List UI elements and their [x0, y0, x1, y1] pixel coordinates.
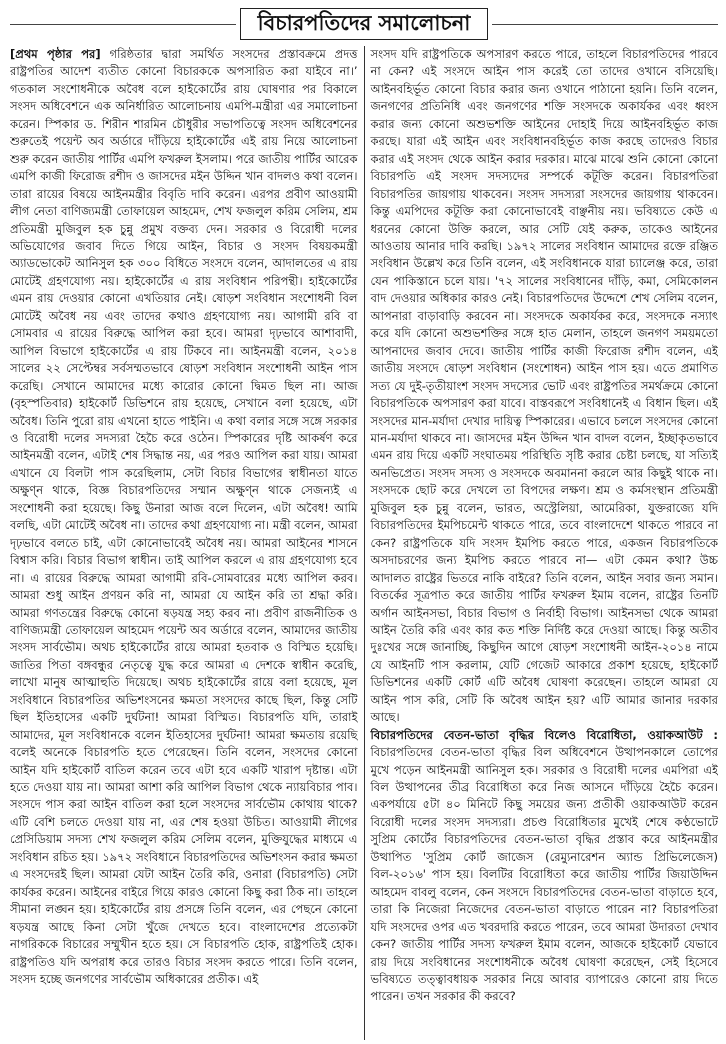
headline-banner: [10, 8, 718, 42]
article-columns: [10, 46, 718, 1040]
headline-title: বিচারপতিদের সমালোচনা: [240, 8, 488, 40]
continued-from-label: [প্রথম পৃষ্ঠার পর]: [10, 47, 101, 61]
headline-rule-left: [10, 24, 236, 25]
right-column-body-part2: বিচারপতিদের বেতন-ভাতা বৃদ্ধির বিল অধিবেশনে উত্থাপনকালে তোপের মুখে পড়েন আইনমন্ত্রী আনিসুল হক। সরকার ও বিরোধী দলের এমপিরা এই বিল উত্থাপনের তীব্র বিরোধিতা করে নিজ আসনে দাঁড়িয়ে হৈচৈ করেন। একপর্যায়ে ৫টা ৪০ মিনিটে কিছু সময়ের জন্য প্রতীকী ওয়াকআউট করেন বিরোধী দলের সংসদ সদস্যরা। প্রচণ্ড বিরোধিতার মুখেই শেষে কণ্ঠভোটে সুপ্রিম কোর্টের বিচারপতিদের বেতন-ভাতা বৃদ্ধির প্রস্তাব করে আইনমন্ত্রীর উত্থাপিত 'সুপ্রিম কোর্ট জাজেস (রেম্যুনারেশন অ্যান্ড প্রিভিলেজেস) বিল-২০১৬' পাস হয়। বিলটির বিরোধিতা করে জাতীয় পার্টির জিয়াউদ্দিন আহমেদ বাবলু বলেন, কেন সংসদে বিচারপতিদের বেতন-ভাতা বাড়াতে হবে, তারা কি নিজেরা নিজেদের বেতন-ভাতা বাড়াতে পারেন না? বিচারপতিরা যদি সংসদের ওপর এত খবরদারি করতে পারেন, তবে আমরা উদারতা দেখাব কেন? জাতীয় পার্টির সদস্য ফখরুল ইমাম বলেন, আজকে হাইকোর্ট যেভাবে রায় দিয়ে সংবিধানের সংশোধনীকে অবৈধ ঘোষণা করেছেন, সেই হিসেবে ভবিষ্যতে তত্ত্বাবধায়ক সরকার নিয়ে আবার ব্যাপারেও কোনো রায় দিতে পারেন। তখন সরকার কী করবে?: [370, 745, 718, 1004]
left-column-text: [10, 46, 358, 988]
salary-bill-subhead: বিচারপতিদের বেতন-ভাতা বৃদ্ধির বিলেও বিরোধিতা, ওয়াকআউট :: [370, 727, 718, 742]
right-column-body-part1: সংসদ যদি রাষ্ট্রপতিকে অপসারণ করতে পারে, তাহলে বিচারপতিদের পারবে না কেন? এই সংসদে আইন পাস করেই তো তাদের ওখানে বসিয়েছি। আইনবহির্ভূত কোনো বিচার করার জন্য ওখানে পাঠানো হয়নি। তিনি বলেন, জনগণের প্রতিনিধি এবং জনগণের শক্তি সংসদকে অকার্যকর এবং ধ্বংস করার জন্য কোনো অশুভশক্তি আইনের দোহাই দিয়ে আইনবহির্ভূত কাজ করছে। যারা এই আইন এবং সংবিধানবহির্ভূত কাজ করছে তাদেরও বিচার করার এই সংসদ থেকে আইন করার দরকার। মাঝে মাঝে শুনি কোনো কোনো বিচারপতি এই সংসদ সদস্যদের সম্পর্কে কটূক্তি করেন। বিচারপতিরা বিচারপতির জায়গায় থাকবেন। সংসদ সদস্যরা সংসদের জায়গায় থাকবেন। কিন্তু এমপিদের কটূক্তি করা কোনোভাবেই বাঞ্ছনীয় নয়। ভবিষ্যতে কেউ এ ধরনের কোনো উক্তি করলে, আর সেটি যেই করুক, তাকেও আইনের আওতায় আনার দাবি করছি। ১৯৭২ সালের সংবিধান আমাদের রক্তে রঞ্জিত সংবিধান উল্লেখ করে তিনি বলেন, এই সংবিধানকে যারা চ্যালেঞ্জ করে, তারা যেন পাকিস্তানে চলে যায়। '৭২ সালের সংবিধানের দাঁড়ি, কমা, সেমিকোলন বাদ দেওয়ার অধিকার কারও নেই। বিচারপতিদের উদ্দেশে শেখ সেলিম বলেন, আপনারা বাড়াবাড়ি করবেন না। সংসদকে অকার্যকর করে, সংসদকে নস্যাৎ করে যদি কোনো অশুভশক্তির সঙ্গে হাত মেলান, তাহলে জনগণ সময়মতো আপনাদের জবাব দেবে। জাতীয় পার্টির কাজী ফিরোজ রশীদ বলেন, এই জাতীয় সংসদে ষোড়শ সংবিধান (সংশোধন) আইন পাস হয়। এতে প্রমাণিত সত্য যে দুই-তৃতীয়াংশ সংসদ সদস্যের ভোট এবং রাষ্ট্রপতির সমর্থক্রমে কোনো বিচারপতিকে অপসারণ করা যাবে। বাস্তবরূপে সংবিধানেই এ বিধান ছিল। এই সংসদের মান-মর্যাদা দেখার দায়িত্ব স্পিকারের। এভাবে চললে সংসদের কোনো মান-মর্যাদা থাকবে না। জাসদের মইন উদ্দিন খান বাদল বলেন, ইচ্ছাকৃতভাবে এমন রায় দিয়ে একটি সংঘাতময় পরিস্থিতি সৃষ্টি করার চেষ্টা চলছে, যা সত্যিই অনভিপ্রেত। সংসদ সদস্য ও সংসদকে অবমাননা করলে আর কিছুই থাকে না। সংসদকে ছোট করে দেখলে তা বিপদের লক্ষণ। শ্রম ও কর্মসংস্থান প্রতিমন্ত্রী মুজিবুল হক চুন্নু বলেন, ভারত, অস্ট্রেলিয়া, আমেরিকা, যুক্তরাজ্যে যদি বিচারপতিদের ইমপিচমেন্ট থাকতে পারে, তবে বাংলাদেশে থাকতে পারবে না কেন? রাষ্ট্রপতিকে যদি সংসদ ইমপিচ করতে পারে, একজন বিচারপতিকে অসদাচরণের জন্য ইমপিচ করতে পারবে না— এটা কেমন কথা? উচ্চ আদালত রাষ্ট্রের ভিতরে নাকি বাইরে? তিনি বলেন, আইন সবার জন্য সমান। বিতর্কের সূত্রপাত করে জাতীয় পার্টির ফখরুল ইমাম বলেন, রাষ্ট্রের তিনটি অর্গান আইনসভা, বিচার বিভাগ ও নির্বাহী বিভাগ। আইনসভা থেকে আমরা আইন তৈরি করি এবং কার কত শক্তি নির্দিষ্ট করে দেওয়া আছে। কিন্তু অতীব দুঃখের সঙ্গে জানাচ্ছি, কিছুদিন আগে ষোড়শ সংশোধনী আইন-২০১৪ নামে যে আইনটি পাস করলাম, যেটি গেজেট আকারে প্রকাশ হয়েছে, হাইকোর্ট ডিভিশনের একটি কোর্ট এটি অবৈধ ঘোষণা করেছেন। তাহলে আমরা যে আইন পাস করি, সেটি কি অবৈধ আইন হয়? এটি আমার জানার দরকার আছে।: [370, 47, 718, 725]
right-column: [365, 46, 719, 1040]
right-column-section: [371, 727, 719, 1006]
headline-rule-right: [492, 24, 718, 25]
left-column-body: গরিষ্ঠতার দ্বারা সমর্থিত সংসদের প্রস্তাবক্রমে প্রদত্ত রাষ্ট্রপতির আদেশ ব্যতীত কোনো বিচারককে অপসারিত করা যাইবে না।’ গতকাল সংশোধনীকে অবৈধ বলে হাইকোর্টের রায় ঘোষণার পর বিকালে সংসদ অধিবেশনে এক অনির্ধারিত আলোচনায় এমপি-মন্ত্রীরা এর সমালোচনা করেন। স্পিকার ড. শিরীন শারমিন চৌধুরীর সভাপতিত্বে সংসদ অধিবেশনের শুরুতেই পয়েন্ট অব অর্ডারে দাঁড়িয়ে হাইকোর্টের এই রায় নিয়ে আলোচনা শুরু করেন জাতীয় পার্টির এমপি ফখরুল ইসলাম। পরে জাতীয় পার্টির আরেক এমপি কাজী ফিরোজ রশীদ ও জাসদের মইন উদ্দিন খান বাদলও কথা বলেন। তারা রায়ের বিষয়ে আইনমন্ত্রীর বিবৃতি দাবি করেন। এরপর প্রবীণ আওয়ামী লীগ নেতা বাণিজ্যমন্ত্রী তোফায়েল আহমেদ, শেখ ফজলুল করিম সেলিম, শ্রম প্রতিমন্ত্রী মুজিবুল হক চুন্নু প্রমুখ বক্তব্য দেন। সরকার ও বিরোধী দলের অভিযোগের জবাব দিতে গিয়ে আইন, বিচার ও সংসদ বিষয়কমন্ত্রী অ্যাডভোকেট আনিসুল হক ৩০০ বিধিতে সংসদে বলেন, আদালতের এ রায় মোটেই গ্রহণযোগ্য নয়। হাইকোর্টের এ রায় সংবিধান পরিপন্থী। হাইকোর্টের এমন রায় দেওয়ার কোনো এখতিয়ার নেই। ষোড়শ সংবিধান সংশোধনী বিল মোটেই অবৈধ নয় এবং তাদের কথাও গ্রহণযোগ্য নয়। আগামী রবি বা সোমবার এ রায়ের বিরুদ্ধে আপিল করা হবে। আমরা দৃঢ়ভাবে আশাবাদী, আপিল বিভাগে হাইকোর্টের এ রায় টিকবে না। আইনমন্ত্রী বলেন, ২০১৪ সালের ২২ সেপ্টেম্বর সর্বসম্মতভাবে ষোড়শ সংবিধান সংশোধনী আইন পাস করেছি। সেখানে আমাদের মধ্যে কারোর কোনো দ্বিমত ছিল না। আজ (বৃহস্পতিবার) হাইকোর্ট ডিভিশনে রায় হয়েছে, সেখানে বলা হয়েছে, এটা অবৈধ। তিনি পুরো রায় এখনো হাতে পাইনি। এ কথা বলার সঙ্গে সঙ্গে সরকার ও বিরোধী দলের সদস্যরা হৈচৈ করে ওঠেন। স্পিকারের দৃষ্টি আকর্ষণ করে আইনমন্ত্রী বলেন, এটাই শেষ সিদ্ধান্ত নয়, এর পরও আপিল করা যায়। আমরা এখানে যে বিলটা পাস করেছিলাম, সেটা বিচার বিভাগের স্বাধীনতা যাতে অক্ষুণ্ন থাকে, বিজ্ঞ বিচারপতিদের সম্মান অক্ষুণ্ন থাকে সেজন্যই এ সংশোধনী করা হয়েছে। কিছু উনারা আজ বলে দিলেন, এটা অবৈধ! আমি বলছি, এটা মোটেই অবৈধ না। তাদের কথা গ্রহণযোগ্য না। মন্ত্রী বলেন, আমরা দৃঢ়ভাবে বলতে চাই, এটা কোনোভাবেই অবৈধ নয়। আমরা আইনের শাসনে বিশ্বাস করি। বিচার বিভাগ স্বাধীন। তাই আপিল করলে এ রায় গ্রহণযোগ্য হবে না। এ রায়ের বিরুদ্ধে আমরা আগামী রবি-সোমবারের মধ্যে আপিল করব। আমরা শুধু আইন প্রণয়ন করি না, আমরা যে আইন করি তা শ্রদ্ধা করি। আমরা গণতন্ত্রের বিরুদ্ধে কোনো ষড়যন্ত্র সহ্য করব না। প্রবীণ রাজনীতিক ও বাণিজ্যমন্ত্রী তোফায়েল আহমেদ পয়েন্ট অব অর্ডারে বলেন, আমাদের জাতীয় সংসদ সার্বভৌম। অথচ হাইকোর্টের রায়ে আমরা হতবাক ও বিস্মিত হয়েছি। জাতির পিতা বঙ্গবন্ধুর নেতৃত্বে যুদ্ধ করে আমরা এ দেশকে স্বাধীন করেছি, লাখো মানুষ আত্মাহুতি দিয়েছে। অথচ হাইকোর্টের রায়ে বলা হয়েছে, মূল সংবিধানে বিচারপতির অভিশংসনের ক্ষমতা সংসদের কাছে ছিল, কিন্তু সেটি ছিল ইতিহাসের একটি দুর্ঘটনা! আমরা বিস্মিত। বিচারপতি যদি, তারাই আমাদের, মূল সংবিধানকে বলেন ইতিহাসের দুর্ঘটনা! আমরা ক্ষমতায় রয়েছি বলেই অনেকে বিচারপতি হতে পেরেছেন। তিনি বলেন, সংসদের কোনো আইন যদি হাইকোর্ট বাতিল করেন তবে এটা হবে একটি খারাপ দৃষ্টান্ত। এটা হতে দেওয়া যায় না। আমরা আশা করি আপিল বিভাগ থেকে ন্যায়বিচার পাব। সংসদে পাস করা আইন বাতিল করা হলে সংসদের সার্বভৌম কোথায় থাকে? এটি বেশি চলতে দেওয়া যায় না, এর শেষ হওয়া উচিত। আওয়ামী লীগের প্রেসিডিয়াম সদস্য শেখ ফজলুল করিম সেলিম বলেন, মুক্তিযুদ্ধের মাধ্যমে এ সংবিধান রচিত হয়। ১৯৭২ সংবিধানে বিচারপতিদের অভিশংসন করার ক্ষমতা এ সংসদেরই ছিল। আমরা যেটা আইন তৈরি করি, ওনারা (বিচারপতি) সেটা কার্যকর করেন। আইনের বাইরে গিয়ে কারও কোনো কিছু করা ঠিক না। তাহলে সীমানা লঙ্ঘন হয়। হাইকোর্টের রায় প্রসঙ্গে তিনি বলেন, এর পেছনে কোনো ষড়যন্ত্র আছে কিনা সেটা খুঁজে দেখতে হবে। বাংলাদেশের প্রত্যেকটা নাগরিককে বিচারের সম্মুখীন হতে হয়। সে বিচারপতি হোক, রাষ্ট্রপতিই হোক। রাষ্ট্রপতিও যদি অপরাধ করে তারও বিচার সংসদ করতে পারে। তিনি বলেন, সংসদ হচ্ছে জনগণের সার্বভৌম অধিকারের প্রতীক। এই: [10, 47, 358, 987]
left-column: [10, 46, 364, 1040]
